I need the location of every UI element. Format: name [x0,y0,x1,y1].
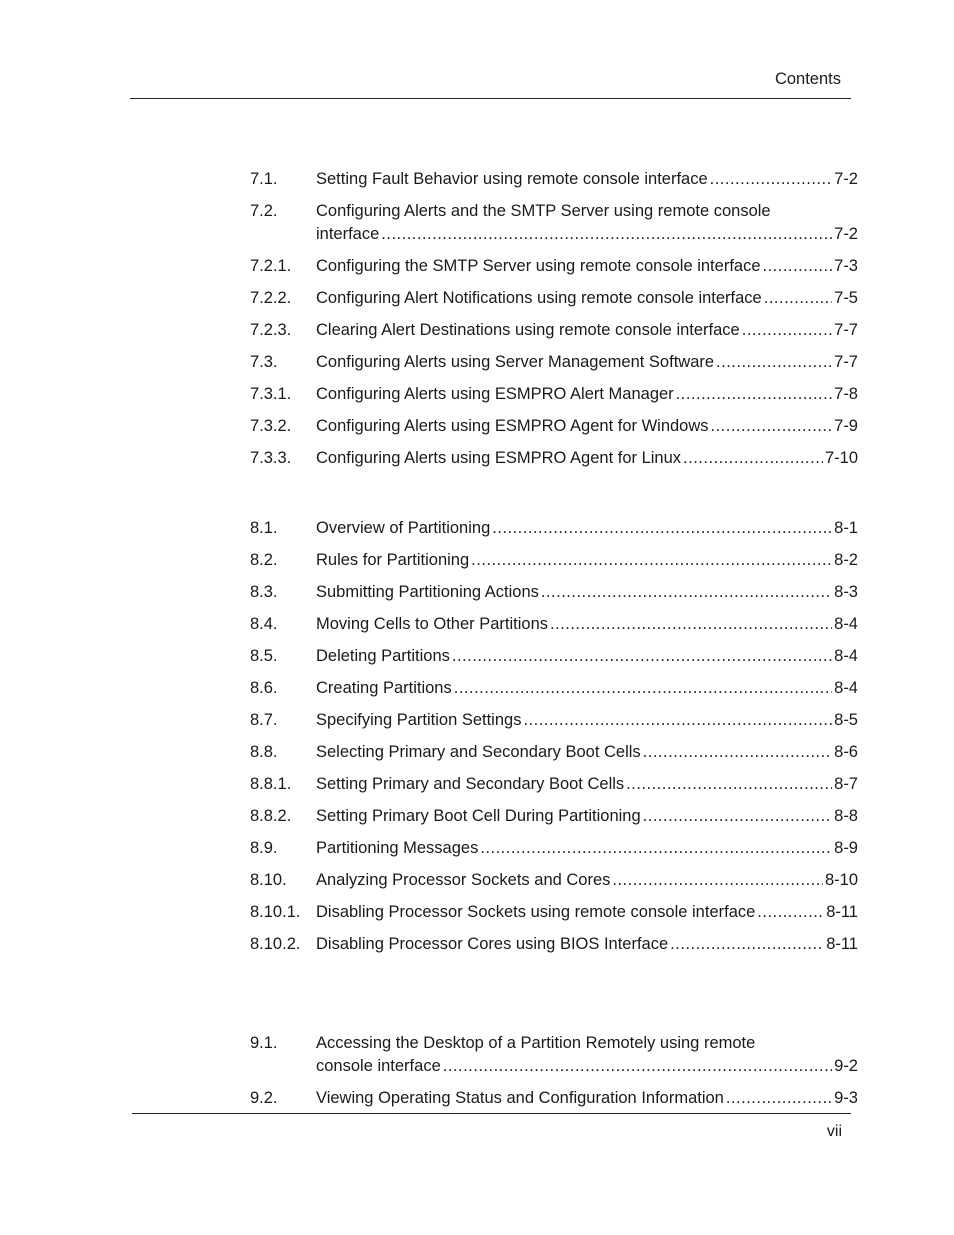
dot-leader [757,901,824,924]
toc-entry-line [316,351,858,374]
toc-entry-page: 7-7 [834,321,858,339]
toc-entry-body [316,709,858,732]
toc-entry-number: 8.10. [250,871,287,889]
toc-entry-number: 8.8. [250,743,278,761]
toc-entry-page: 7-2 [834,170,858,188]
toc-entry[interactable] [250,677,858,700]
toc-entry-page: 8-1 [834,519,858,537]
toc-entry[interactable] [250,901,858,924]
dot-leader [716,351,832,374]
toc-entry-page: 8-2 [834,551,858,569]
toc-entry-title: Partitioning Messages [316,839,479,857]
toc-entry-number: 8.8.2. [250,807,292,825]
dot-leader [726,1087,832,1110]
toc-entry-body [316,613,858,636]
dot-leader [443,1055,832,1078]
toc-entry[interactable] [250,549,858,572]
toc-entry-line [316,1055,858,1078]
toc-entry-page: 8-7 [834,775,858,793]
toc-entry[interactable] [250,613,858,636]
toc-entry-title: Analyzing Processor Sockets and Cores [316,871,611,889]
toc-entry-line [316,645,858,668]
toc-entry-page: 7-2 [834,225,858,243]
toc-entry[interactable] [250,200,858,246]
footer-rule [132,1113,851,1114]
toc-entry-page: 8-11 [826,935,858,953]
toc-entry-page: 8-11 [826,903,858,921]
dot-leader [626,773,832,796]
toc-entry-body [316,351,858,374]
dot-leader [670,933,824,956]
dot-leader [523,709,832,732]
toc-entry-line [316,837,858,860]
toc-entry-page: 7-10 [824,449,858,467]
toc-entry-body [316,1087,858,1110]
toc-entry[interactable] [250,709,858,732]
toc-entry-line [316,901,858,924]
toc-entry-line [316,581,858,604]
toc-entry-title: Configuring Alerts using Server Management Software [316,353,715,371]
toc-section-chapter-9 [250,1032,858,1119]
toc-entry-number: 7.3.1. [250,385,292,403]
toc-entry-number: 9.1. [250,1034,278,1052]
toc-entry-page: 8-4 [834,615,858,633]
toc-entry-line [316,223,858,246]
toc-entry-line [316,613,858,636]
page-number: vii [826,1123,842,1140]
toc-entry[interactable] [250,581,858,604]
toc-entry-page: 8-8 [834,807,858,825]
toc-entry-title: Configuring Alert Notifications using remote console interface [316,289,762,307]
toc-entry-number: 9.2. [250,1089,278,1107]
toc-entry-number: 8.6. [250,679,278,697]
dot-leader [763,255,833,278]
dot-leader [480,837,832,860]
toc-entry-title: Setting Fault Behavior using remote console interface [316,170,708,188]
toc-entry-number: 7.2.1. [250,257,292,275]
toc-entry-title: Setting Primary Boot Cell During Partitioning [316,807,641,825]
dot-leader [454,677,832,700]
toc-entry-title: Specifying Partition Settings [316,711,522,729]
toc-entry-body [316,517,858,540]
toc-entry-number: 8.9. [250,839,278,857]
toc-entry-page: 7-9 [834,417,858,435]
toc-entry-title: Configuring Alerts using ESMPRO Alert Manager [316,385,674,403]
toc-entry-line [316,1087,858,1110]
toc-entry[interactable] [250,933,858,956]
toc-entry-body [316,200,858,246]
toc-entry-number: 8.2. [250,551,278,569]
toc-entry[interactable] [250,1087,858,1110]
toc-entry-number: 8.3. [250,583,278,601]
toc-entry-body [316,447,858,470]
toc-entry-body [316,805,858,828]
toc-entry-body [316,741,858,764]
toc-entry-body [316,901,858,924]
dot-leader [710,168,833,191]
toc-entry-page: 7-7 [834,353,858,371]
toc-entry-number: 8.5. [250,647,278,665]
toc-entry-body [316,933,858,956]
toc-entry-title-line1: Accessing the Desktop of a Partition Remotely using remote [316,1034,756,1052]
toc-entry-title: Selecting Primary and Secondary Boot Cells [316,743,641,761]
toc-entry-title: Moving Cells to Other Partitions [316,615,549,633]
toc-entry-title: Clearing Alert Destinations using remote console interface [316,321,740,339]
header-rule [130,98,851,99]
toc-entry[interactable] [250,287,858,310]
toc-entry-number: 8.1. [250,519,278,537]
toc-entry-body [316,837,858,860]
dot-leader [381,223,832,246]
toc-entry-page: 8-9 [834,839,858,857]
toc-entry-line [316,805,858,828]
dot-leader [643,805,832,828]
running-header-title: Contents [774,70,841,88]
toc-entry[interactable] [250,351,858,374]
toc-entry-page: 8-3 [834,583,858,601]
dot-leader [452,645,832,668]
toc-entry-line [316,415,858,438]
toc-entry-line [316,447,858,470]
toc-entry-body [316,287,858,310]
toc-entry-body [316,383,858,406]
toc-entry[interactable] [250,837,858,860]
toc-entry-title: Rules for Partitioning [316,551,470,569]
dot-leader [676,383,832,406]
toc-section-chapter-7 [250,168,858,479]
toc-entry-body [316,773,858,796]
toc-entry-body [316,869,858,892]
toc-entry-number: 8.10.1. [250,903,301,921]
toc-entry-line [316,773,858,796]
toc-entry-line [316,517,858,540]
toc-entry[interactable] [250,383,858,406]
toc-entry-body [316,581,858,604]
toc-entry-body [316,677,858,700]
toc-entry-body [316,319,858,342]
toc-entry-number: 7.3.2. [250,417,292,435]
toc-entry-body [316,255,858,278]
toc-entry[interactable] [250,645,858,668]
toc-entry-title: Configuring Alerts using ESMPRO Agent for Linux [316,449,682,467]
toc-entry[interactable] [250,168,858,191]
toc-entry-title-line1: Configuring Alerts and the SMTP Server using remote console [316,202,771,220]
toc-entry-page: 7-3 [834,257,858,275]
dot-leader [541,581,832,604]
toc-entry-body [316,549,858,572]
toc-entry-title: Deleting Partitions [316,647,450,665]
toc-entry-title: Disabling Processor Sockets using remote console interface [316,903,756,921]
toc-entry[interactable] [250,415,858,438]
toc-entry-title: Configuring Alerts using ESMPRO Agent for Windows [316,417,709,435]
toc-entry[interactable] [250,255,858,278]
toc-entry-title: Setting Primary and Secondary Boot Cells [316,775,625,793]
toc-entry[interactable] [250,741,858,764]
toc-entry-body [316,645,858,668]
toc-entry-line [316,709,858,732]
toc-entry-number: 7.2.2. [250,289,292,307]
toc-entry-number: 8.8.1. [250,775,292,793]
toc-entry-body [316,415,858,438]
toc-entry-line [316,549,858,572]
toc-entry-body [316,168,858,191]
toc-entry[interactable] [250,447,858,470]
dot-leader [612,869,823,892]
toc-entry[interactable] [250,773,858,796]
toc-section-chapter-8 [250,517,858,965]
toc-entry-page: 9-3 [834,1089,858,1107]
toc-entry-page: 8-6 [834,743,858,761]
toc-entry-line [316,287,858,310]
toc-entry-line [316,869,858,892]
toc-entry-body [316,1032,858,1078]
toc-entry-title: interface [316,225,380,243]
toc-entry-number: 7.3. [250,353,278,371]
toc-entry-number: 7.2.3. [250,321,292,339]
dot-leader [550,613,832,636]
toc-entry[interactable] [250,869,858,892]
toc-entry-title: Overview of Partitioning [316,519,491,537]
toc-entry-page: 8-4 [834,647,858,665]
toc-entry[interactable] [250,517,858,540]
toc-entry-line [316,319,858,342]
dot-leader [471,549,832,572]
toc-entry-title: Creating Partitions [316,679,452,697]
toc-entry[interactable] [250,805,858,828]
toc-entry-number: 8.7. [250,711,278,729]
toc-entry-number: 7.2. [250,202,278,220]
toc-entry-number: 7.1. [250,170,278,188]
dot-leader [492,517,832,540]
dot-leader [742,319,832,342]
toc-entry-number: 7.3.3. [250,449,292,467]
toc-entry-line [316,677,858,700]
dot-leader [683,447,823,470]
toc-entry-number: 8.4. [250,615,278,633]
toc-entry-line [316,255,858,278]
toc-entry-line [316,383,858,406]
toc-entry-title: Disabling Processor Cores using BIOS Interface [316,935,669,953]
toc-entry-page: 7-5 [834,289,858,307]
toc-entry-title: Viewing Operating Status and Configuration Information [316,1089,724,1107]
dot-leader [764,287,832,310]
toc-entry-title: Submitting Partitioning Actions [316,583,539,601]
toc-entry-title: Configuring the SMTP Server using remote console interface [316,257,761,275]
toc-entry[interactable] [250,319,858,342]
toc-entry-page: 7-8 [834,385,858,403]
dot-leader [643,741,832,764]
toc-entry-page: 8-10 [824,871,858,889]
dot-leader [711,415,833,438]
toc-entry-page: 8-4 [834,679,858,697]
toc-entry-page: 8-5 [834,711,858,729]
toc-entry-page: 9-2 [834,1057,858,1075]
toc-entry-line [316,933,858,956]
toc-entry-line [316,168,858,191]
toc-entry[interactable] [250,1032,858,1078]
toc-entry-title: console interface [316,1057,441,1075]
toc-entry-number: 8.10.2. [250,935,301,953]
toc-entry-line [316,741,858,764]
